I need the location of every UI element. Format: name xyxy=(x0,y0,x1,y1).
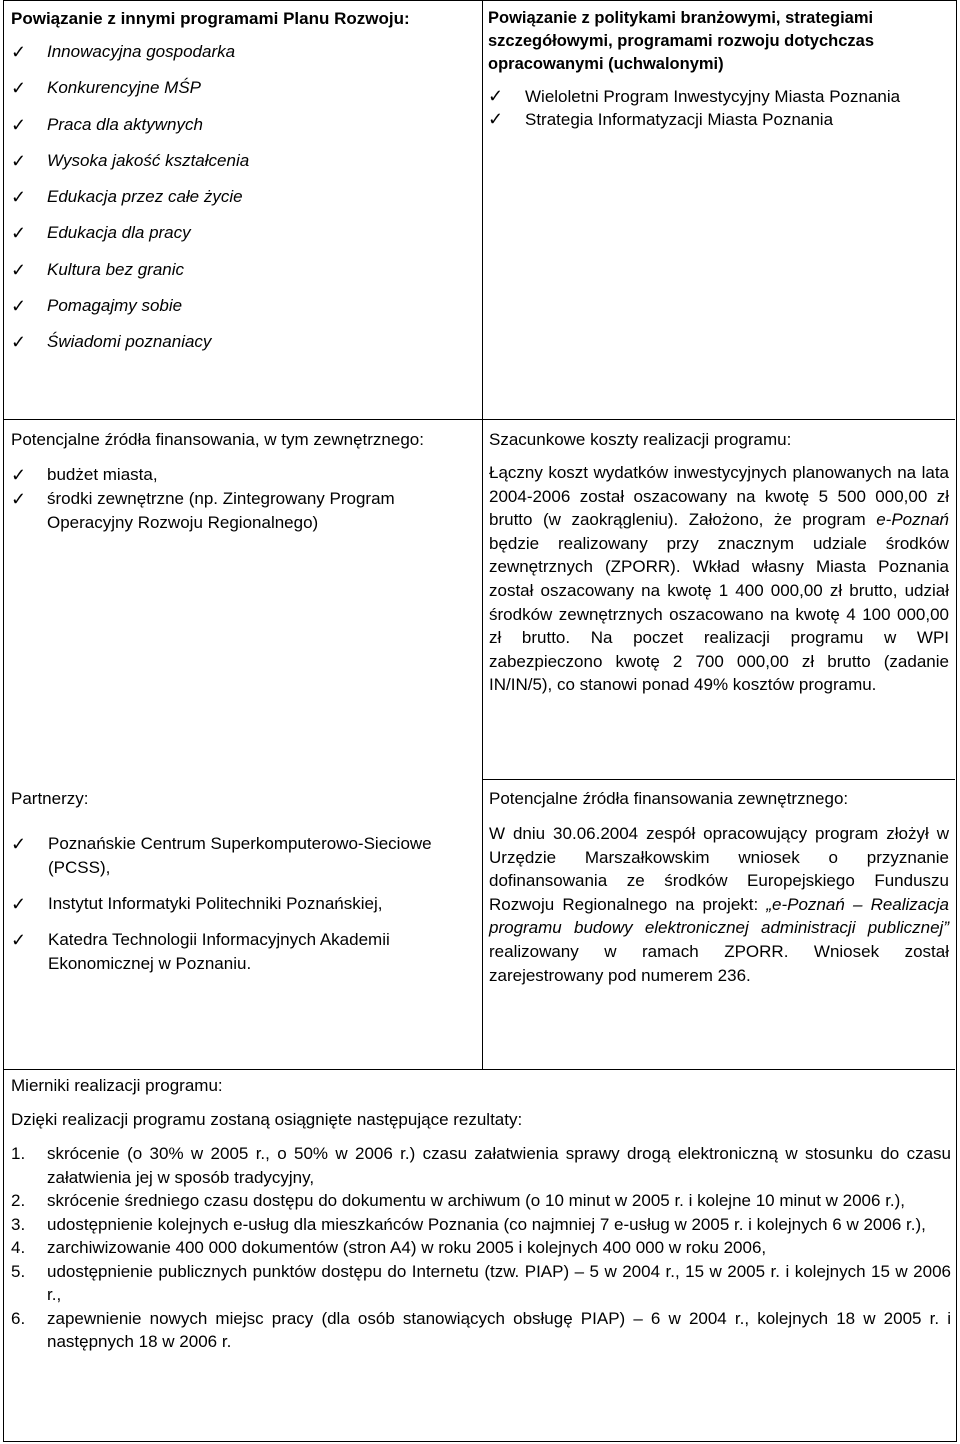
partners-list xyxy=(11,832,475,976)
check-icon: ✓ xyxy=(11,259,27,280)
column-divider xyxy=(482,1,483,1070)
related-programs-list xyxy=(11,34,476,361)
external-funding-paragraph: W dniu 30.06.2004 zespół opracowujący program złożył w Urzędzie Marszałkowskim wniosek o przyznanie dofinansowania ze środków Europejskiego Funduszu Rozwoju Regionalnego na projekt: „e-Poznań – Realizacja programu budowy elektronicznej administracji publicznej” realizowany w ramach ZPORR. Wniosek został zarejestrowany pod numerem 236. xyxy=(489,824,949,985)
list-item: ✓ Pomagajmy sobie xyxy=(11,288,476,324)
list-item: ✓ Edukacja dla pracy xyxy=(11,215,476,251)
list-item: 6. zapewnienie nowych miejsc pracy (dla osób stanowiących obsługę PIAP) – 6 w 2004 r., kolejnych 18 w 2005 r. i następnych 18 w 2006 r. xyxy=(11,1308,951,1351)
list-item: 2. skrócenie średniego czasu dostępu do dokumentu w archiwum (o 10 minut w 2005 r. i kolejne 10 minut w 2006 r.), xyxy=(11,1191,906,1210)
list-item: ✓ Wieloletni Program Inwestycyjny Miasta Poznania xyxy=(488,86,901,106)
check-icon: ✓ xyxy=(11,894,27,914)
list-item: ✓ budżet miasta, xyxy=(11,465,158,485)
check-icon: ✓ xyxy=(11,834,27,854)
policies-list xyxy=(488,85,928,131)
check-icon: ✓ xyxy=(11,489,27,509)
costs-heading: Szacunkowe koszty realizacji programu: xyxy=(489,430,792,449)
list-item: ✓ Wysoka jakość kształcenia xyxy=(11,143,476,179)
check-icon: ✓ xyxy=(11,42,27,62)
row-divider-right xyxy=(482,779,955,780)
list-item: ✓ Edukacja przez całe życie xyxy=(11,179,476,215)
check-icon: ✓ xyxy=(11,930,27,950)
check-icon: ✓ xyxy=(11,465,27,485)
list-item: 1. skrócenie (o 30% w 2005 r., o 50% w 2006 r.) czasu załatwienia sprawy drogą elektroniczną w stosunku do czasu załatwienia jej w sposób tradycyjny, xyxy=(11,1144,951,1187)
list-item: ✓ środki zewnętrzne (np. Zintegrowany Program Operacyjny Rozwoju Regionalnego) xyxy=(11,489,395,532)
measures-heading: Mierniki realizacji programu: xyxy=(11,1076,223,1095)
list-item: ✓ Innowacyjna gospodarka xyxy=(11,34,476,70)
check-icon: ✓ xyxy=(11,78,27,99)
policies-section xyxy=(488,7,928,131)
measures-section xyxy=(11,1074,951,1354)
external-funding-heading: Potencjalne źródła finansowania zewnętrznego: xyxy=(489,789,849,808)
check-icon: ✓ xyxy=(488,109,504,129)
measures-intro: Dzięki realizacji programu zostaną osiągnięte następujące rezultaty: xyxy=(11,1110,523,1129)
list-item: ✓ Kultura bez granic xyxy=(11,252,476,288)
row-divider-top xyxy=(4,419,955,420)
policies-heading: Powiązanie z politykami branżowymi, strategiami szczegółowymi, programami rozwoju dotychczas opracowanymi (uchwalonymi) xyxy=(488,9,875,73)
check-icon: ✓ xyxy=(11,114,27,135)
list-item: ✓ Instytut Informatyki Politechniki Poznańskiej, xyxy=(11,894,383,914)
list-item: ✓ Konkurencyjne MŚP xyxy=(11,70,476,106)
partners-section xyxy=(11,787,475,976)
related-programs-section xyxy=(11,7,476,361)
list-item: 4. zarchiwizowanie 400 000 dokumentów (stron A4) w roku 2005 i kolejnych 400 000 w roku 2006, xyxy=(11,1238,767,1257)
partners-heading: Partnerzy: xyxy=(11,789,89,808)
list-item: ✓ Poznańskie Centrum Superkomputerowo-Sieciowe (PCSS), xyxy=(11,834,432,877)
measures-list xyxy=(11,1142,951,1354)
document-page xyxy=(3,0,957,1442)
related-programs-heading: Powiązanie z innymi programami Planu Rozwoju: xyxy=(11,9,410,28)
row-divider-bottom xyxy=(4,1069,955,1070)
funding-sources-section xyxy=(11,428,475,535)
list-item: ✓ Katedra Technologii Informacyjnych Akademii Ekonomicznej w Poznaniu. xyxy=(11,930,390,973)
funding-sources-heading: Potencjalne źródła finansowania, w tym zewnętrznego: xyxy=(11,430,424,449)
costs-paragraph: Łączny koszt wydatków inwestycyjnych planowanych na lata 2004-2006 został oszacowany na kwotę 5 500 000,00 zł brutto (w zaokrągleniu). Założono, że program e-Poznań będzie realizowany przy znacznym udziale środków zewnętrznych (ZPORR). Wkład własny Miasta Poznania został oszacowany na kwotę 1 400 000,00 zł brutto, udział środków zewnętrznych oszacowano na kwotę 4 100 000,00 zł brutto. Na poczet realizacji programu w WPI zabezpieczono kwotę 2 700 000,00 zł brutto (zadanie IN/IN/5), co stanowi ponad 49% kosztów programu. xyxy=(489,463,949,695)
check-icon: ✓ xyxy=(488,86,504,106)
check-icon: ✓ xyxy=(11,332,27,353)
check-icon: ✓ xyxy=(11,223,27,244)
check-icon: ✓ xyxy=(11,187,27,208)
funding-sources-list xyxy=(11,463,475,535)
list-item: ✓ Strategia Informatyzacji Miasta Poznania xyxy=(488,109,834,129)
check-icon: ✓ xyxy=(11,150,27,171)
list-item: 5. udostępnienie publicznych punktów dostępu do Internetu (tzw. PIAP) – 5 w 2004 r., 15 w 2005 r. i kolejnych 15 w 2006 r., xyxy=(11,1261,951,1304)
check-icon: ✓ xyxy=(11,296,27,317)
list-item: ✓ Świadomi poznaniacy xyxy=(11,324,476,360)
external-funding-section xyxy=(489,787,949,987)
list-item: 3. udostępnienie kolejnych e-usług dla mieszkańców Poznania (co najmniej 7 e-usług w 2005 r. i kolejnych 6 w 2006 r.), xyxy=(11,1214,926,1234)
list-item: ✓ Praca dla aktywnych xyxy=(11,107,476,143)
costs-section xyxy=(489,428,949,697)
